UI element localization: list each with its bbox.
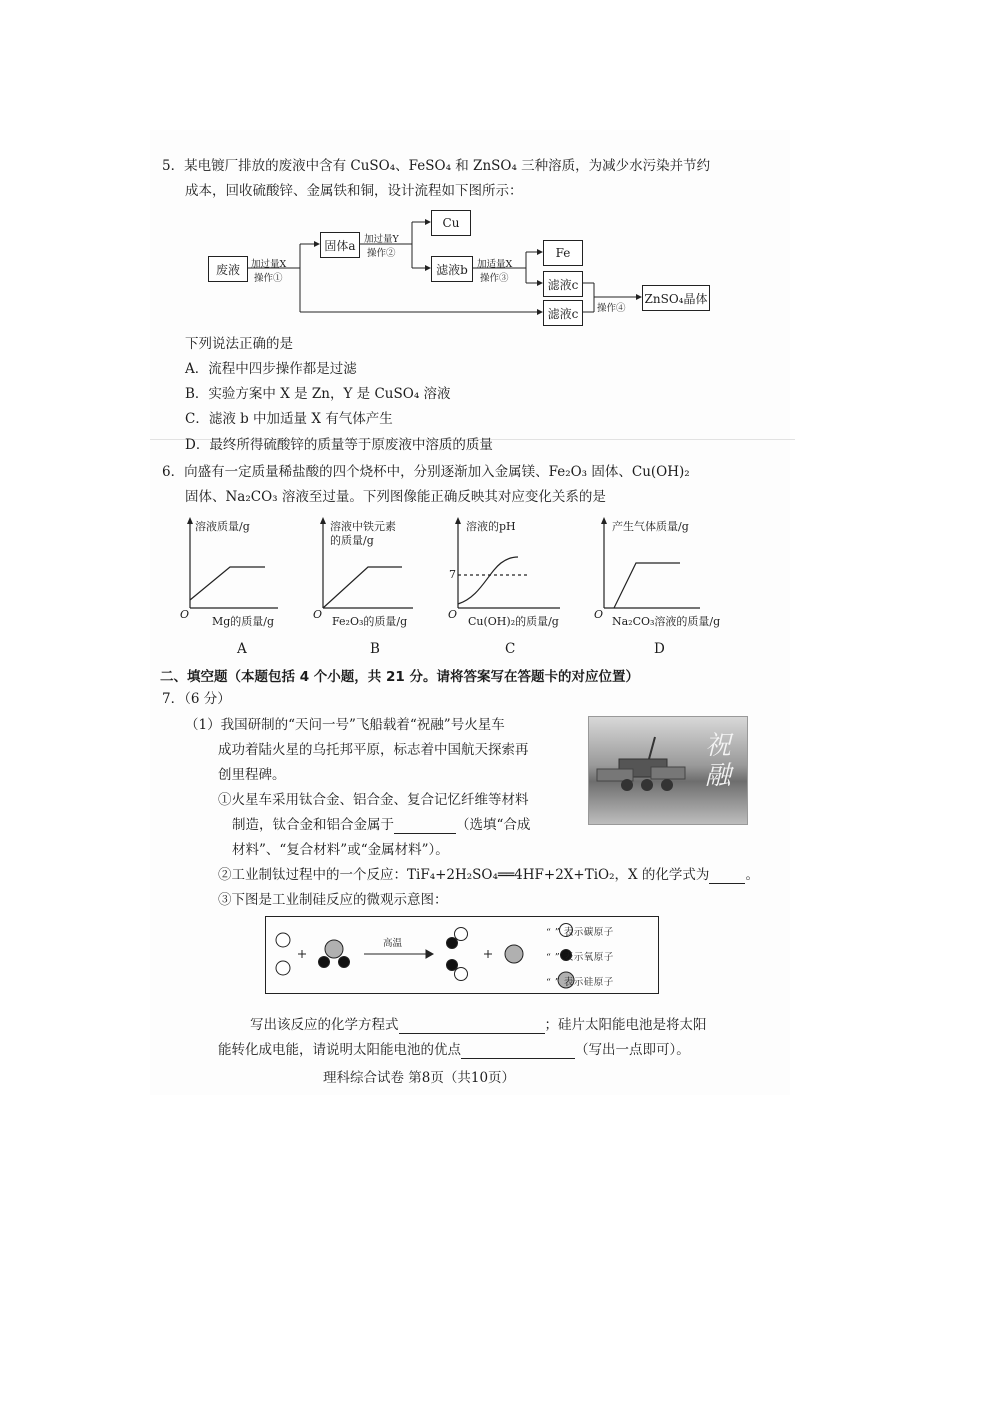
flow-filtrate-c-lower: 滤液c bbox=[543, 300, 583, 326]
q5-option-b: B．实验方案中 X 是 Zn，Y 是 CuSO₄ 溶液 bbox=[185, 386, 451, 402]
flow-fe-box: Fe bbox=[543, 240, 583, 266]
q7-write-line2 bbox=[218, 1041, 690, 1059]
graph-c-origin: O bbox=[448, 608, 458, 621]
graph-d-ylabel: 产生气体质量/g bbox=[612, 520, 689, 533]
flow-filtrate-c-upper: 滤液c bbox=[543, 271, 583, 297]
flow-op2-top: 加过量Y bbox=[364, 234, 399, 245]
legend-silicon: “ ” 表示硅原子 bbox=[546, 977, 614, 988]
graph-c-mark-7: 7 bbox=[449, 568, 456, 581]
legend-oxygen: “ ” 表示氧原子 bbox=[546, 952, 614, 963]
flow-op3-top: 加适量X bbox=[477, 259, 513, 270]
graph-d-xlabel: Na₂CO₃溶液的质量/g bbox=[612, 615, 721, 628]
graph-c-ylabel: 溶液的pH bbox=[466, 520, 516, 533]
flow-op1-top: 加过量X bbox=[251, 259, 287, 270]
answer-blank-equation[interactable] bbox=[399, 1019, 545, 1034]
q7-s1-line1: ①火星车采用钛合金、铝合金、复合记忆纤维等材料 bbox=[218, 792, 529, 808]
q5-line2: 成本，回收硫酸锌、金属铁和铜，设计流程如下图所示： bbox=[185, 183, 523, 199]
q7-write-line1 bbox=[250, 1016, 707, 1034]
flow-op3-bottom: 操作③ bbox=[480, 273, 509, 284]
graph-a-ylabel: 溶液质量/g bbox=[195, 520, 250, 533]
reaction-condition: 高温 bbox=[383, 938, 403, 949]
flow-op2-bottom: 操作② bbox=[367, 248, 396, 259]
q7-p2: 成功着陆火星的乌托邦平原，标志着中国航天探索再 bbox=[218, 742, 529, 758]
legend-carbon: “ ” 表示碳原子 bbox=[546, 927, 614, 938]
flow-solid-a-box: 固体a bbox=[320, 232, 360, 258]
page-footer: 理科综合试卷 第8页（共10页） bbox=[323, 1070, 516, 1086]
graph-b-letter: B bbox=[370, 641, 380, 657]
q5-stem: 下列说法正确的是 bbox=[185, 336, 293, 352]
section-2-heading: 二、填空题（本题包括 4 个小题，共 21 分。请将答案写在答题卡的对应位置） bbox=[160, 669, 639, 685]
q7-s2-end: 。 bbox=[745, 867, 759, 883]
flow-product-box: ZnSO₄晶体 bbox=[642, 285, 710, 311]
flow-filtrate-b-box: 滤液b bbox=[431, 256, 473, 282]
q5-line1: 5．某电镀厂排放的废液中含有 CuSO₄、FeSO₄ 和 ZnSO₄ 三种溶质，为减少水污染并节约 bbox=[162, 158, 711, 174]
q7-write-text4: （写出一点即可）。 bbox=[575, 1042, 690, 1058]
flow-cu-box: Cu bbox=[431, 210, 471, 236]
q7-p1: （1）我国研制的“天问一号”飞船载着“祝融”号火星车 bbox=[185, 717, 505, 733]
flow-op4: 操作④ bbox=[597, 303, 626, 314]
q7-s1-text-after: （选填“合成 bbox=[456, 817, 531, 833]
graph-b-ylabel2: 的质量/g bbox=[330, 534, 374, 547]
q6-line1: 6．向盛有一定质量稀盐酸的四个烧杯中，分别逐渐加入金属镁、Fe₂O₃ 固体、Cu(OH)₂ bbox=[162, 464, 690, 480]
q7-s2-text: ②工业制钛过程中的一个反应：TiF₄+2H₂SO₄══4HF+2X+TiO₂，X 的化学式为 bbox=[218, 867, 710, 883]
q7-write-text3: 能转化成电能，请说明太阳能电池的优点 bbox=[218, 1042, 461, 1058]
flow-waste-box: 废液 bbox=[208, 256, 248, 282]
q7-s3-line: ③下图是工业制硅反应的微观示意图： bbox=[218, 892, 448, 908]
q7-p3: 创里程碑。 bbox=[218, 767, 286, 783]
graph-d-letter: D bbox=[654, 641, 665, 657]
graph-a-origin: O bbox=[180, 608, 190, 621]
q7-header: 7．（6 分） bbox=[162, 691, 231, 707]
q5-option-a: A．流程中四步操作都是过滤 bbox=[185, 361, 357, 377]
q5-option-c: C．滤液 b 中加适量 X 有气体产生 bbox=[185, 411, 393, 427]
q7-write-text1: 写出该反应的化学方程式 bbox=[250, 1017, 399, 1033]
graph-d-origin: O bbox=[594, 608, 604, 621]
graph-b-ylabel: 溶液中铁元素 bbox=[330, 520, 396, 533]
graph-c-xlabel: Cu(OH)₂的质量/g bbox=[468, 615, 559, 628]
photo-title: 祝融 bbox=[705, 731, 732, 791]
graph-b-origin: O bbox=[313, 608, 323, 621]
q6-line2: 固体、Na₂CO₃ 溶液至过量。下列图像能正确反映其对应变化关系的是 bbox=[185, 489, 606, 505]
q7-s1-line3: 材料”、“复合材料”或“金属材料”）。 bbox=[232, 842, 449, 858]
graph-c-letter: C bbox=[505, 641, 516, 657]
q5-option-d: D．最终所得硫酸锌的质量等于原废液中溶质的质量 bbox=[185, 437, 493, 453]
q7-s1-text-before: 制造，钛合金和铝合金属于 bbox=[232, 817, 394, 833]
answer-blank-advantage[interactable] bbox=[461, 1044, 575, 1059]
q7-write-text2: ；硅片太阳能电池是将太阳 bbox=[544, 1017, 707, 1033]
graph-a-xlabel: Mg的质量/g bbox=[212, 615, 275, 628]
flow-op1-bottom: 操作① bbox=[254, 273, 283, 284]
graph-b-xlabel: Fe₂O₃的质量/g bbox=[332, 615, 408, 628]
graph-a-letter: A bbox=[237, 641, 247, 657]
